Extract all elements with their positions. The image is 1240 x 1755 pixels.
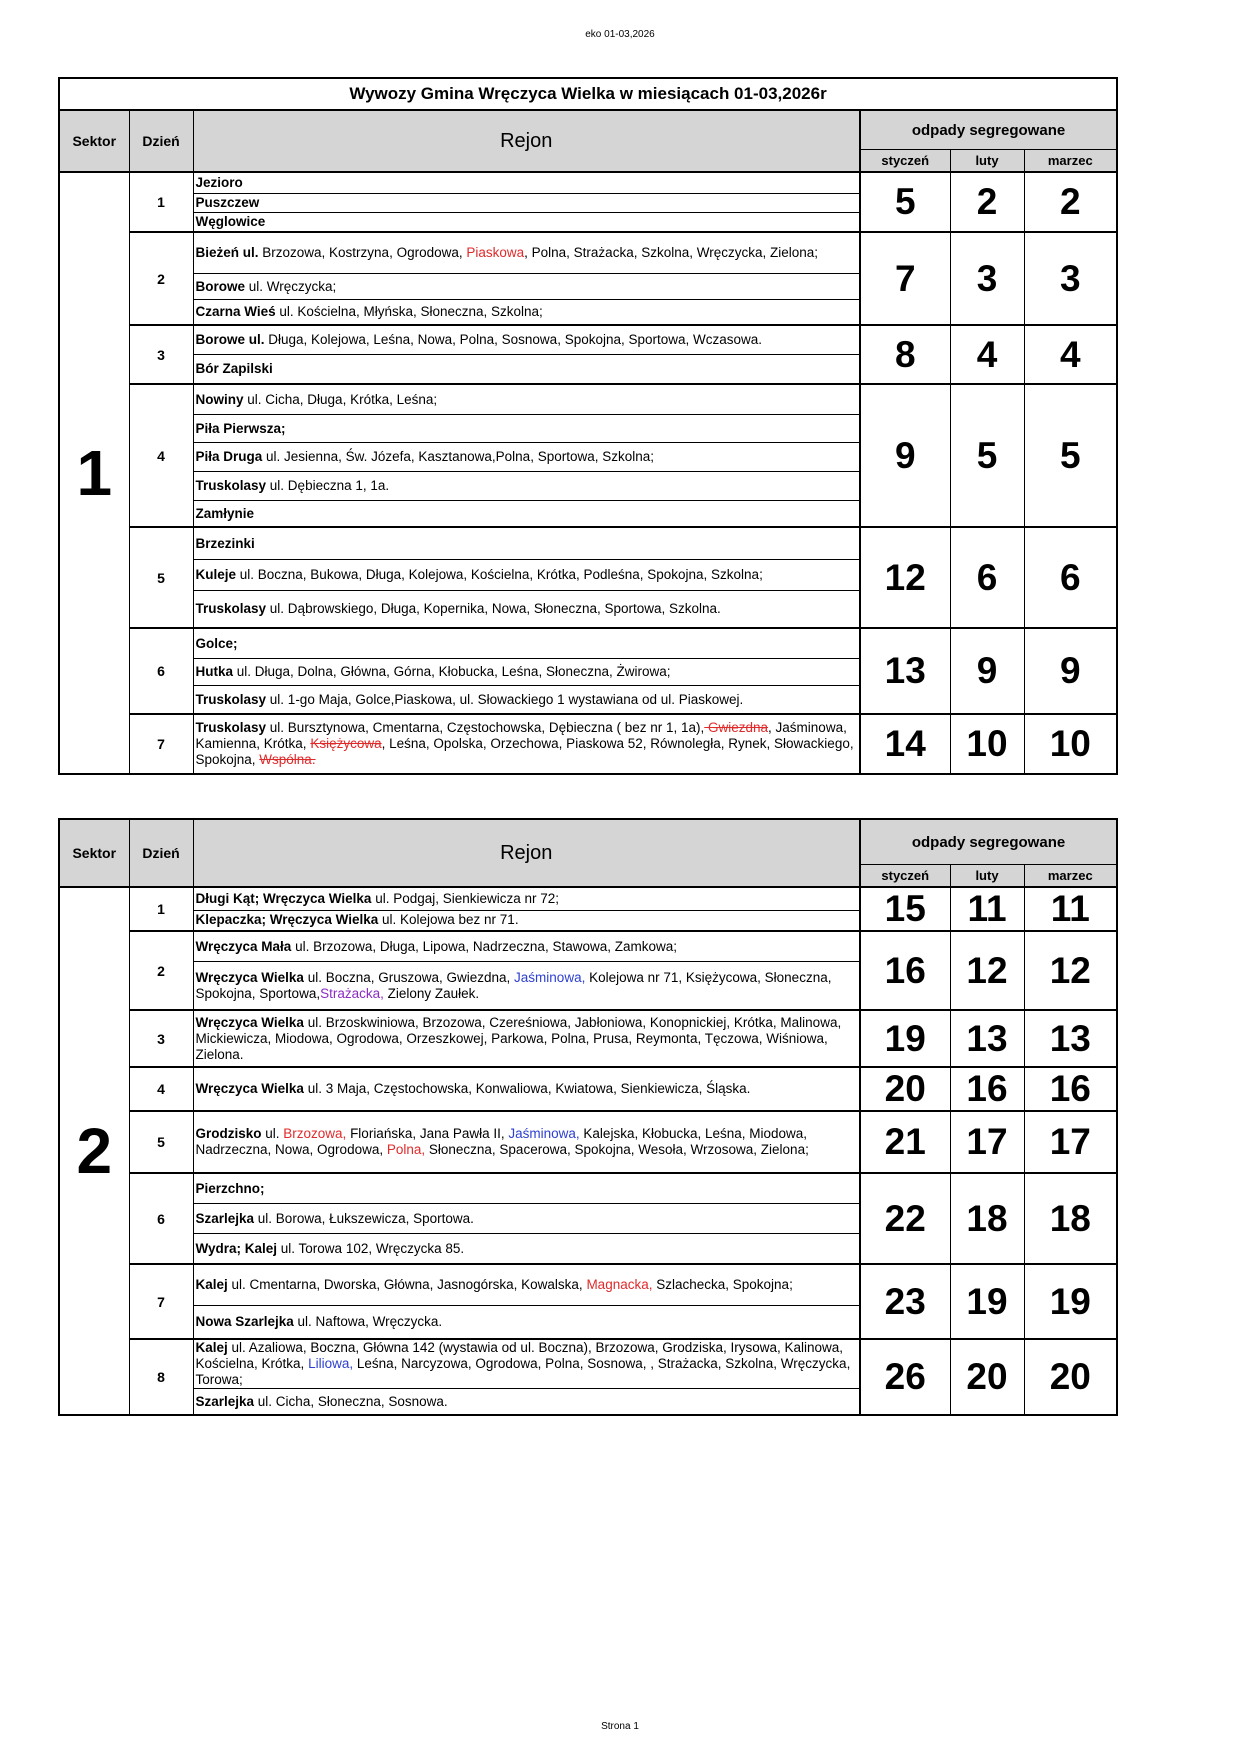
locality-name: Kalej — [195, 1340, 228, 1355]
col-header-sektor: Sektor — [59, 819, 129, 887]
col-header-month: luty — [950, 865, 1024, 888]
locality-name: Truskolasy — [195, 478, 267, 493]
day-number: 4 — [129, 1067, 193, 1111]
pickup-day-luty: 19 — [950, 1264, 1024, 1339]
locality-name: Bieżeń ul. — [195, 245, 259, 260]
rejon-line — [193, 384, 860, 415]
table-row — [59, 931, 1117, 962]
rejon-line — [193, 560, 860, 591]
street-list: , Polna, Strażacka, Szkolna, Wręczycka, Zielona; — [524, 245, 819, 260]
locality-name: Wręczyca Wielka — [195, 1081, 304, 1096]
pickup-day-styczen: 9 — [860, 384, 950, 527]
col-header-month: luty — [950, 150, 1024, 173]
rejon-line — [193, 1010, 860, 1067]
street-list: ul. Torowa 102, Wręczycka 85. — [277, 1240, 465, 1256]
col-header-dzien: Dzień — [129, 110, 193, 172]
locality-name: Grodzisko — [195, 1126, 262, 1141]
locality-name: Węglowice — [195, 214, 266, 229]
rejon-line — [193, 1111, 860, 1173]
pickup-day-styczen: 12 — [860, 527, 950, 628]
street-list: ul. Bursztynowa, Cmentarna, Częstochowska, Dębieczna ( bez nr 1, 1a), — [266, 720, 705, 735]
locality-name: Golce; — [195, 635, 238, 651]
pickup-day-styczen: 14 — [860, 714, 950, 774]
street-list: ul. 1-go Maja, Golce,Piaskowa, ul. Słowackiego 1 wystawiana od ul. Piaskowej. — [266, 691, 744, 707]
rejon-line — [193, 472, 860, 501]
day-number: 6 — [129, 628, 193, 714]
rejon-line — [193, 1067, 860, 1111]
pickup-day-marzec: 3 — [1024, 232, 1117, 325]
street-list: ul. Podgaj, Sienkiewicza nr 72; — [371, 890, 560, 906]
street-list: Magnacka, — [586, 1277, 653, 1292]
table-row — [59, 714, 1117, 774]
pickup-day-marzec: 11 — [1024, 887, 1117, 931]
street-list: Leśna, Narcyzowa, Ogrodowa, Polna, Sosnowa, , Strażacka, Szkolna, Wręczycka, Torowa; — [195, 1356, 851, 1387]
rejon-line — [193, 501, 860, 528]
street-list: Jaśminowa, — [514, 969, 586, 985]
table-row — [59, 172, 1117, 194]
locality-name: Zamłynie — [195, 505, 255, 521]
table-row — [59, 1264, 1117, 1306]
street-list: ul. Dębieczna 1, 1a. — [266, 478, 390, 493]
table-row — [59, 384, 1117, 415]
pickup-day-styczen: 13 — [860, 628, 950, 714]
pickup-day-marzec: 5 — [1024, 384, 1117, 527]
locality-name: Bór Zapilski — [195, 361, 273, 376]
rejon-line — [193, 962, 860, 1011]
pickup-day-marzec: 20 — [1024, 1339, 1117, 1415]
locality-name: Wręczyca Wielka — [195, 969, 304, 985]
sector-number: 2 — [59, 887, 129, 1415]
street-list: Szlachecka, Spokojna; — [652, 1277, 793, 1292]
rejon-line — [193, 325, 860, 355]
pickup-day-luty: 13 — [950, 1010, 1024, 1067]
street-list: ul. Boczna, Gruszowa, Gwiezdna, — [303, 969, 515, 985]
rejon-line — [193, 910, 860, 931]
locality-name: Nowiny — [195, 391, 244, 407]
locality-name: Wręczyca Mała — [195, 938, 292, 954]
table-row — [59, 325, 1117, 355]
rejon-line — [193, 1339, 860, 1389]
locality-name: Truskolasy — [195, 720, 267, 735]
street-list: ul. Azaliowa, Boczna, Główna 142 (wystawia od ul. Boczna), Brzozowa, Grodziska, Irysowa, Kalinowa, Kościelna, Krótka, — [195, 1340, 844, 1371]
pickup-day-luty: 4 — [950, 325, 1024, 384]
street-list: Jaśminowa, — [508, 1126, 580, 1141]
table-row — [59, 1067, 1117, 1111]
street-list: ul. — [261, 1126, 284, 1141]
locality-name: Piła Druga — [195, 449, 263, 464]
rejon-line — [193, 443, 860, 472]
pickup-day-luty: 20 — [950, 1339, 1024, 1415]
pickup-day-luty: 12 — [950, 931, 1024, 1010]
pickup-day-styczen: 19 — [860, 1010, 950, 1067]
rejon-line — [193, 931, 860, 962]
pickup-day-marzec: 16 — [1024, 1067, 1117, 1111]
rejon-line — [193, 274, 860, 300]
rejon-line — [193, 232, 860, 274]
day-number: 2 — [129, 931, 193, 1010]
table-row — [59, 1173, 1117, 1204]
locality-name: Nowa Szarlejka — [195, 1314, 294, 1329]
street-list: Kolejowa nr 71, Księżycowa, Słoneczna, Spokojna, Sportowa, — [195, 969, 832, 1001]
rejon-line — [193, 1234, 860, 1265]
rejon-line — [193, 213, 860, 233]
street-list: ul. Boczna, Bukowa, Długa, Kolejowa, Kościelna, Krótka, Podleśna, Spokojna, Szkolna; — [236, 567, 763, 582]
col-header-month: styczeń — [860, 865, 950, 888]
rejon-line — [193, 194, 860, 213]
street-list: Kalejska, Kłobucka, Leśna, Miodowa, Nadrzeczna, Nowa, Ogrodowa, — [195, 1126, 808, 1157]
locality-name: Pierzchno; — [195, 1180, 265, 1196]
street-list: Gwiezdna — [704, 720, 769, 735]
street-list: ul. Kościelna, Młyńska, Słoneczna, Szkolna; — [275, 304, 543, 319]
pickup-day-luty: 10 — [950, 714, 1024, 774]
day-number: 2 — [129, 232, 193, 325]
pickup-day-luty: 11 — [950, 887, 1024, 931]
rejon-line — [193, 1389, 860, 1416]
pickup-day-luty: 6 — [950, 527, 1024, 628]
rejon-line — [193, 686, 860, 715]
pickup-day-styczen: 8 — [860, 325, 950, 384]
pickup-day-luty: 2 — [950, 172, 1024, 232]
pickup-day-styczen: 22 — [860, 1173, 950, 1264]
col-header-month: marzec — [1024, 150, 1117, 173]
locality-name: Jezioro — [195, 175, 243, 190]
street-list: ul. Naftowa, Wręczycka. — [293, 1314, 443, 1329]
locality-name: Kalej — [195, 1277, 228, 1292]
pickup-day-marzec: 19 — [1024, 1264, 1117, 1339]
table-row — [59, 527, 1117, 560]
street-list: ul. Cmentarna, Dworska, Główna, Jasnogórska, Kowalska, — [227, 1277, 587, 1292]
locality-name: Klepaczka; Wręczyca Wielka — [195, 912, 379, 928]
pickup-day-styczen: 21 — [860, 1111, 950, 1173]
pickup-day-luty: 16 — [950, 1067, 1024, 1111]
street-list: ul. Długa, Dolna, Główna, Górna, Kłobucka, Leśna, Słoneczna, Żwirowa; — [233, 664, 671, 679]
pickup-day-styczen: 15 — [860, 887, 950, 931]
day-number: 5 — [129, 1111, 193, 1173]
rejon-line — [193, 1306, 860, 1340]
street-list: , Jaśminowa, Kamienna, Krótka, — [195, 720, 847, 751]
street-list: , Leśna, Opolska, Orzechowa, Piaskowa 52, Równoległa, Rynek, Słowackiego, Spokojna, — [195, 736, 854, 767]
rejon-line — [193, 355, 860, 385]
locality-name: Borowe — [195, 278, 246, 294]
street-list: Brzozowa, — [283, 1126, 347, 1141]
locality-name: Hutka — [195, 664, 234, 679]
table-row — [59, 232, 1117, 274]
locality-name: Szarlejka — [195, 1393, 255, 1409]
locality-name: Brzezinki — [195, 535, 255, 551]
day-number: 1 — [129, 887, 193, 931]
pickup-day-styczen: 5 — [860, 172, 950, 232]
pickup-day-marzec: 12 — [1024, 931, 1117, 1010]
locality-name: Truskolasy — [195, 601, 267, 616]
street-list: Słoneczna, Spacerowa, Spokojna, Wesoła, Wrzosowa, Zielona; — [425, 1142, 809, 1157]
schedule-table-sector-1 — [58, 77, 1118, 775]
pickup-day-styczen: 16 — [860, 931, 950, 1010]
col-header-rejon: Rejon — [193, 110, 860, 172]
day-number: 3 — [129, 1010, 193, 1067]
day-number: 4 — [129, 384, 193, 527]
col-header-rejon: Rejon — [193, 819, 860, 887]
col-header-dzien: Dzień — [129, 819, 193, 887]
pickup-day-luty: 5 — [950, 384, 1024, 527]
pickup-day-styczen: 23 — [860, 1264, 950, 1339]
street-list: Strażacka, — [320, 985, 384, 1001]
pickup-day-marzec: 4 — [1024, 325, 1117, 384]
locality-name: Truskolasy — [195, 691, 267, 707]
street-list: ul. Wręczycka; — [245, 278, 337, 294]
table-row — [59, 1339, 1117, 1389]
pickup-day-marzec: 2 — [1024, 172, 1117, 232]
locality-name: Szarlejka — [195, 1210, 255, 1226]
day-number: 7 — [129, 714, 193, 774]
street-list: Długa, Kolejowa, Leśna, Nowa, Polna, Sosnowa, Spokojna, Sportowa, Wczasowa. — [264, 332, 763, 347]
pickup-day-marzec: 10 — [1024, 714, 1117, 774]
rejon-line — [193, 300, 860, 326]
street-list: Zielony Zaułek. — [383, 985, 480, 1001]
table-row — [59, 628, 1117, 659]
street-list: ul. Dąbrowskiego, Długa, Kopernika, Nowa, Słoneczna, Sportowa, Szkolna. — [266, 601, 721, 616]
rejon-line — [193, 1173, 860, 1204]
col-header-month: marzec — [1024, 865, 1117, 888]
pickup-day-luty: 17 — [950, 1111, 1024, 1173]
locality-name: Wręczyca Wielka — [195, 1014, 304, 1030]
sector-number: 1 — [59, 172, 129, 774]
table-row — [59, 887, 1117, 910]
pickup-day-styczen: 7 — [860, 232, 950, 325]
col-header-month: styczeń — [860, 150, 950, 173]
street-list: ul. Brzoskwiniowa, Brzozowa, Czereśniowa, Jabłoniowa, Konopnickiej, Krótka, Malinowa, Mickiewicza, Miodowa, Ogrodowa, Orzeszkowej, Parkowa, Polna, Prusa, Reymonta, Tęczowa, Wiśniowa, Zielona. — [195, 1014, 842, 1062]
street-list: ul. Cicha, Słoneczna, Sosnowa. — [254, 1393, 448, 1409]
rejon-line — [193, 1204, 860, 1234]
street-list: ul. 3 Maja, Częstochowska, Konwaliowa, Kwiatowa, Sienkiewicza, Śląska. — [303, 1081, 751, 1096]
day-number: 8 — [129, 1339, 193, 1415]
page-header: eko 01-03,2026 — [585, 29, 655, 40]
pickup-day-styczen: 26 — [860, 1339, 950, 1415]
rejon-line — [193, 714, 860, 774]
locality-name: Czarna Wieś — [195, 304, 276, 319]
street-list: Księżycowa — [310, 736, 382, 751]
day-number: 1 — [129, 172, 193, 232]
street-list: ul. Jesienna, Św. Józefa, Kasztanowa,Polna, Sportowa, Szkolna; — [262, 449, 655, 464]
pickup-day-marzec: 9 — [1024, 628, 1117, 714]
rejon-line — [193, 591, 860, 629]
rejon-line — [193, 1264, 860, 1306]
pickup-day-marzec: 17 — [1024, 1111, 1117, 1173]
rejon-line — [193, 887, 860, 910]
pickup-day-luty: 9 — [950, 628, 1024, 714]
locality-name: Wydra; Kalej — [195, 1240, 278, 1256]
locality-name: Kuleje — [195, 567, 237, 582]
street-list: ul. Cicha, Długa, Krótka, Leśna; — [243, 391, 438, 407]
rejon-line — [193, 527, 860, 560]
schedule-table-sector-2 — [58, 818, 1118, 1416]
rejon-line — [193, 415, 860, 443]
street-list: Brzozowa, Kostrzyna, Ogrodowa, — [258, 245, 467, 260]
street-list: Floriańska, Jana Pawła II, — [346, 1126, 509, 1141]
table-row — [59, 1111, 1117, 1173]
col-header-segregowane: odpady segregowane — [860, 819, 1117, 865]
street-list: ul. Brzozowa, Długa, Lipowa, Nadrzeczna, Stawowa, Zamkowa; — [291, 938, 677, 954]
day-number: 3 — [129, 325, 193, 384]
rejon-line — [193, 659, 860, 686]
pickup-day-luty: 18 — [950, 1173, 1024, 1264]
pickup-day-marzec: 13 — [1024, 1010, 1117, 1067]
street-list: Piaskowa — [466, 245, 525, 260]
locality-name: Długi Kąt; Wręczyca Wielka — [195, 890, 372, 906]
day-number: 5 — [129, 527, 193, 628]
col-header-sektor: Sektor — [59, 110, 129, 172]
locality-name: Puszczew — [195, 195, 260, 210]
day-number: 6 — [129, 1173, 193, 1264]
street-list: ul. Kolejowa bez nr 71. — [378, 912, 519, 928]
pickup-day-luty: 3 — [950, 232, 1024, 325]
day-number: 7 — [129, 1264, 193, 1339]
street-list: Liliowa, — [308, 1356, 354, 1371]
pickup-day-marzec: 18 — [1024, 1173, 1117, 1264]
page-footer: Strona 1 — [601, 1721, 639, 1732]
street-list: ul. Borowa, Łukszewicza, Sportowa. — [254, 1210, 474, 1226]
rejon-line — [193, 628, 860, 659]
pickup-day-marzec: 6 — [1024, 527, 1117, 628]
schedule-title: Wywozy Gmina Wręczyca Wielka w miesiącach 01-03,2026r — [59, 78, 1117, 110]
rejon-line — [193, 172, 860, 194]
street-list: Wspólna. — [259, 752, 316, 767]
locality-name: Piła Pierwsza; — [195, 420, 286, 436]
col-header-segregowane: odpady segregowane — [860, 110, 1117, 150]
pickup-day-styczen: 20 — [860, 1067, 950, 1111]
locality-name: Borowe ul. — [195, 332, 265, 347]
street-list: Polna, — [386, 1142, 426, 1157]
table-row — [59, 1010, 1117, 1067]
